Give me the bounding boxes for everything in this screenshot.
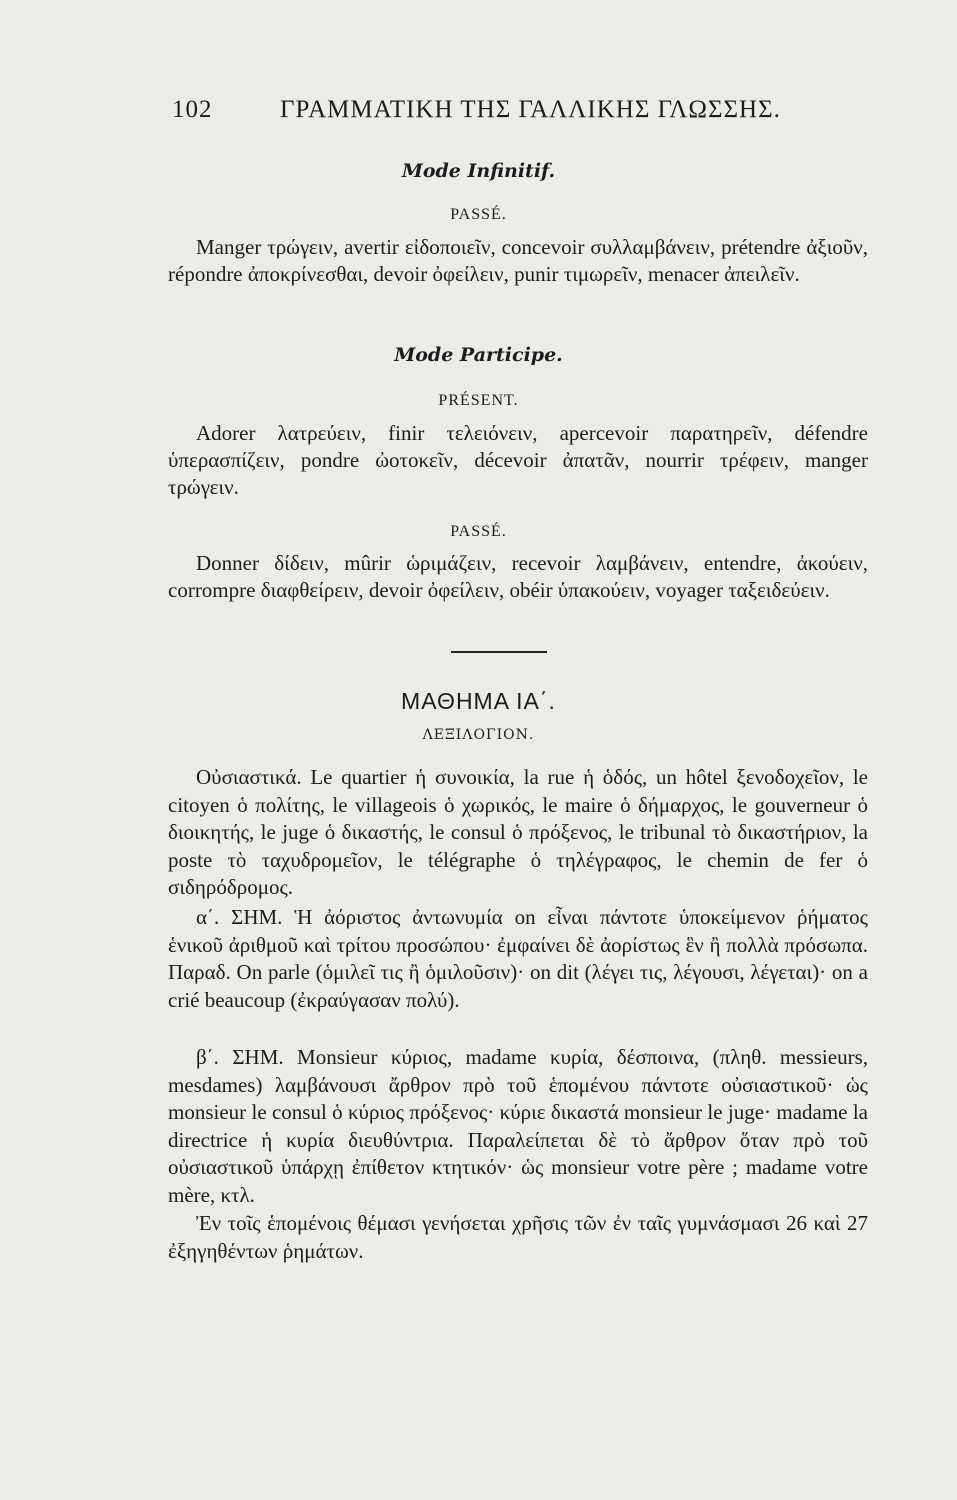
- participe-present-subheading: PRÉSENT.: [438, 392, 519, 409]
- vocabulary-paragraph: Οὐσιαστικά. Le quartier ἡ συνοικία, la rue ἡ ὁδός, un hôtel ξενοδοχεῖον, le citoyen ὁ πολίτης, le villageois ὁ χωρικός, le maire ὁ δήμαρχος, le gouverneur ὁ διοικητής, le juge ὁ δικαστής, le consul ὁ πρόξενος, le tribunal τὸ δικαστήριον, la poste τὸ ταχυδρομεῖον, le télégraphe ὁ τηλέγραφος, le chemin de fer ὁ σιδηρόδρομος.: [168, 765, 868, 899]
- infinitif-passe-subheading: PASSÉ.: [450, 206, 507, 223]
- participe-present-paragraph: Adorer λατρεύειν, finir τελειόνειν, apercevoir παρατηρεῖν, défendre ὑπερασπίζειν, pondre ὠοτοκεῖν, décevoir ἀπατᾶν, nourrir τρέφειν, manger τρώγειν.: [168, 421, 868, 499]
- note-beta: β΄. ΣΗΜ. Monsieur κύριος, madame κυρία, δέσποινα, (πληθ. messieurs, mesdames) λαμβάνουσι ἄρθρον πρὸ τοῦ ἑπομένου πάντοτε οὐσιαστικοῦ· ὡς monsieur le consul ὁ κύριος πρόξενος· κύριε δικαστά monsieur le juge· madame la directrice ἡ κυρία διευθύντρια. Παραλείπεται δὲ τὸ ἄρθρον ὅταν πρὸ τοῦ οὐσιαστικοῦ ὑπάρχῃ ἐπίθετον κτητικόν· ὡς monsieur votre père ; madame votre mère, κτλ.: [168, 1045, 868, 1207]
- lexicon-subtitle: ΛΕΞΙΛΟΓΙΟΝ.: [422, 727, 535, 743]
- participe-passe-paragraph: Donner δίδειν, mûrir ὡριμάζειν, recevoir λαμβάνειν, entendre, ἀκούειν, corrompre διαφθείρειν, devoir ὀφείλειν, obéir ὑπακούειν, voyager ταξειδεύειν.: [168, 551, 868, 602]
- infinitif-passe-paragraph: Manger τρώγειν, avertir εἰδοποιεῖν, concevoir συλλαμβάνειν, prétendre ἀξιοῦν, répondre ἀποκρίνεσθαι, devoir ὀφείλειν, punir τιμωρεῖν, menacer ἀπειλεῖν.: [168, 235, 868, 286]
- lesson-title: ΜΑΘΗΜΑ ΙΑ΄.: [401, 688, 556, 714]
- page-number: 102: [172, 96, 213, 123]
- closing-paragraph: Ἐν τοῖς ἑπομένοις θέμασι γενήσεται χρῆσις τῶν ἐν ταῖς γυμνάσμασι 26 καὶ 27 ἐξηγηθέντων ῥημάτων.: [168, 1211, 868, 1263]
- running-title: ΓΡΑΜΜΑΤΙΚΗ ΤΗΣ ΓΑΛΛΙΚΗΣ ΓΛΩΣΣΗΣ.: [280, 96, 781, 123]
- mode-participe-heading: Mode Participe.: [394, 344, 563, 366]
- section-divider: [451, 651, 547, 653]
- participe-passe-subheading: PASSÉ.: [450, 523, 507, 540]
- page-header: [172, 96, 872, 130]
- mode-infinitif-heading: Mode Infinitif.: [401, 160, 556, 182]
- note-alpha: α΄. ΣΗΜ. Ἡ ἀόριστος ἀντωνυμία on εἶναι πάντοτε ὑποκείμενον ῥήματος ἑνικοῦ ἀριθμοῦ καὶ τρίτου προσώπου· ἐμφαίνει δὲ ἀορίστως ἓν ἢ πολλὰ πρόσωπα. Παραδ. On parle (ὁμιλεῖ τις ἢ ὁμιλοῦσιν)· on dit (λέγει τις, λέγουσι, λέγεται)· on a crié beaucoup (ἐκραύγασαν πολύ).: [168, 905, 868, 1012]
